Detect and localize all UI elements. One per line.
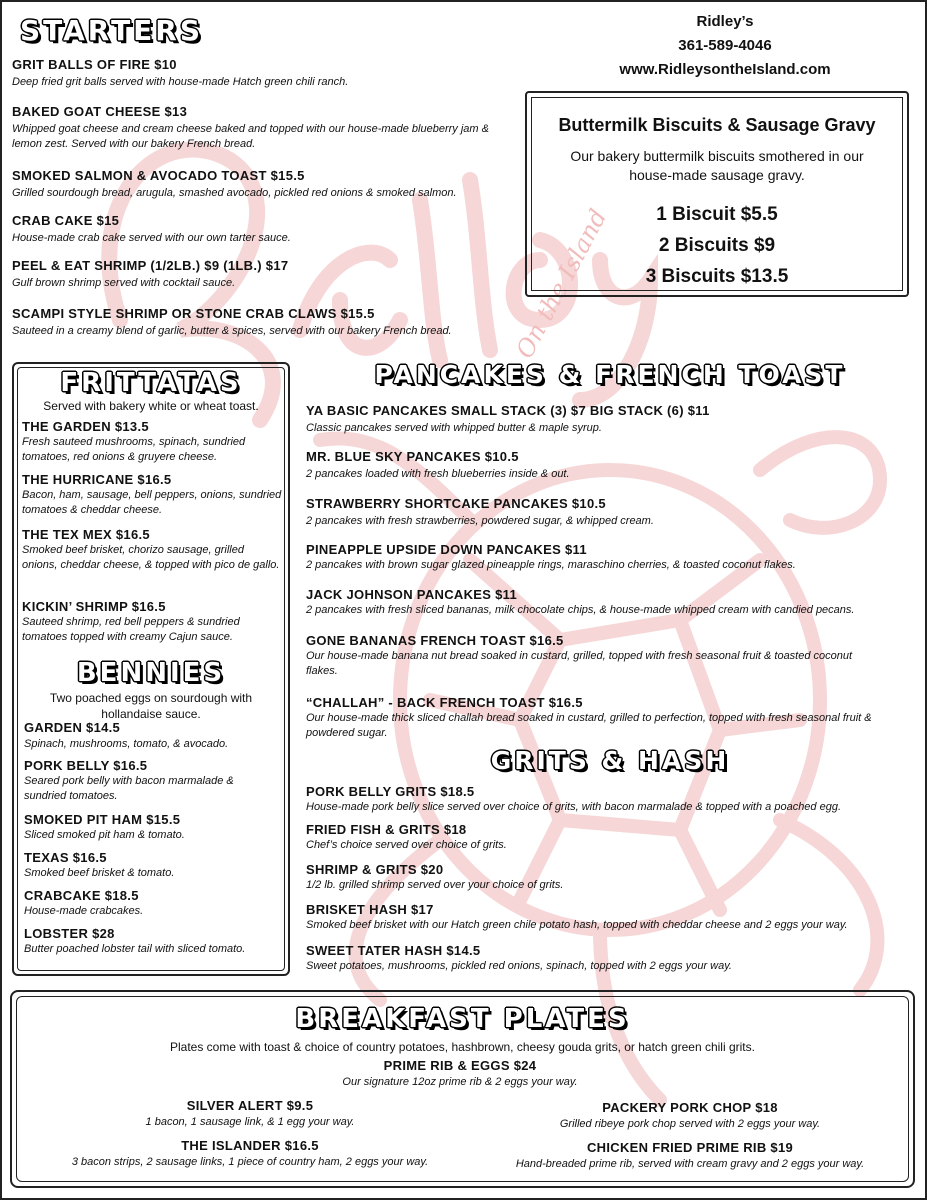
item-description: Grilled ribeye pork chop served with 2 eggs your way. [559,1118,821,1130]
item-name: PRIME RIB & EGGS $24 [383,1058,537,1073]
item-name: “CHALLAH” - BACK FRENCH TOAST $16.5 [306,695,583,710]
list-item [22,527,280,573]
list-item [306,784,918,815]
list-item [24,926,286,957]
item-description: House-made pork belly slice served over choice of grits, with bacon marmalade & topped with a poached egg. [306,801,842,813]
item-name: YA BASIC PANCAKES SMALL STACK (3) $7 BIG STACK (6) $11 [306,403,710,418]
item-description: Sauteed in a creamy blend of garlic, butter & spices, served with our bakery French bread. [12,325,452,337]
item-name: LOBSTER $28 [24,926,115,941]
list-item [12,213,512,246]
item-name: GRIT BALLS OF FIRE $10 [12,57,177,72]
item-description: 2 pancakes with fresh strawberries, powdered sugar, & whipped cream. [306,515,654,527]
list-item [22,472,282,518]
list-item [306,902,918,933]
item-name: CHICKEN FRIED PRIME RIB $19 [586,1140,794,1155]
plates-subtitle: Plates come with toast & choice of country potatoes, hashbrown, cheesy gouda grits, or hatch green chili grits. [170,1040,755,1054]
item-name: JACK JOHNSON PANCAKES $11 [306,587,517,602]
list-item [306,633,886,679]
item-description: House-made crabcakes. [24,905,144,917]
list-item [306,449,916,482]
item-name: THE TEX MEX $16.5 [22,527,150,542]
contact-block [560,10,890,82]
item-description: Smoked beef brisket with our Hatch green chile potato hash, topped with cheddar cheese and 2 eggs your way. [306,919,848,931]
list-item [22,599,282,645]
item-description: Hand-breaded prime rib, served with cream gravy and 2 eggs your way. [515,1158,865,1170]
list-item [40,1138,460,1170]
item-description: Whipped goat cheese and cream cheese baked and topped with our house-made blueberry jam & lemon zest. Served with our bakery French bread. [12,123,489,150]
bennies-subtitle: Two poached eggs on sourdough with hollandaise sauce. [49,691,253,721]
item-description: Sliced smoked pit ham & tomato. [24,829,185,841]
frittatas-subtitle: Served with bakery white or wheat toast. [43,399,259,413]
item-description: 2 pancakes with brown sugar glazed pineapple rings, maraschino cherries, & toasted coconut flakes. [306,559,796,571]
bennies-title: BENNIES [76,658,226,688]
list-item [12,104,512,152]
list-item [12,258,512,291]
item-name: SHRIMP & GRITS $20 [306,862,444,877]
list-item [24,888,282,919]
item-description: 1/2 lb. grilled shrimp served over your choice of grits. [306,879,564,891]
item-description: 2 pancakes with fresh sliced bananas, milk chocolate chips, & house-made whipped cream with candied pecans. [306,604,855,616]
item-name: FRIED FISH & GRITS $18 [306,822,467,837]
item-description: Sauteed shrimp, red bell peppers & sundried tomatoes topped with creamy Cajun sauce. [22,616,240,643]
item-description: 1 bacon, 1 sausage link, & 1 egg your way. [145,1116,355,1128]
watermark-tagline: On the Island [510,204,613,363]
item-description: Classic pancakes served with whipped butter & maple syrup. [306,422,602,434]
item-description: Butter poached lobster tail with sliced tomato. [24,943,246,955]
list-item [306,542,918,573]
list-item [24,758,254,804]
list-item [306,587,918,618]
item-name: PACKERY PORK CHOP $18 [602,1100,778,1115]
item-description: House-made crab cake served with our own tarter sauce. [12,232,291,244]
item-name: PORK BELLY $16.5 [24,758,148,773]
biscuits-price: 1 Biscuit $5.5 [656,204,778,225]
plates-title: BREAKFAST PLATES [295,1004,630,1034]
list-item [24,720,282,752]
starters-title: STARTERS [20,14,204,47]
item-description: Our signature 12oz prime rib & 2 eggs your way. [342,1076,578,1088]
item-description: Deep fried grit balls served with house-made Hatch green chili ranch. [12,76,349,88]
item-name: CRABCAKE $18.5 [24,888,139,903]
biscuits-price: 2 Biscuits $9 [658,235,776,256]
item-description: Bacon, ham, sausage, bell peppers, onions, sundried tomatoes & cheddar cheese. [22,489,282,516]
biscuits-description: Our bakery buttermilk biscuits smothered in our house-made sausage gravy. [570,148,864,183]
item-description: Seared pork belly with bacon marmalade & sundried tomatoes. [24,775,234,802]
list-item [22,419,282,465]
item-name: PINEAPPLE UPSIDE DOWN PANCAKES $11 [306,542,587,557]
item-name: BRISKET HASH $17 [306,902,434,917]
item-name: THE GARDEN $13.5 [22,419,149,434]
item-description: Chef’s choice served over choice of grits. [306,839,507,851]
item-name: SWEET TATER HASH $14.5 [306,943,481,958]
list-item [24,850,282,881]
item-name: SILVER ALERT $9.5 [186,1098,314,1113]
list-item [306,822,918,853]
biscuits-box [525,91,909,297]
biscuits-price: 3 Biscuits $13.5 [645,266,789,287]
biscuits-price-list [527,199,907,292]
list-item [12,57,512,90]
list-item [480,1140,900,1172]
item-description: Smoked beef brisket, chorizo sausage, grilled onions, cheddar cheese, & topped with pico de gallo. [22,544,280,571]
item-name: TEXAS $16.5 [24,850,107,865]
item-description: Our house-made thick sliced challah bread soaked in custard, grilled to perfection, topped with fresh seasonal fruit & powdered sugar. [306,712,872,739]
item-description: Sweet potatoes, mushrooms, pickled red onions, spinach, topped with 2 eggs your way. [306,960,732,972]
item-name: PEEL & EAT SHRIMP (1/2LB.) $9 (1LB.) $17 [12,258,289,273]
list-item [306,496,916,529]
list-item [306,862,918,893]
list-item [12,168,512,201]
item-description: 3 bacon strips, 2 sausage links, 1 piece of country ham, 2 eggs your way. [71,1156,429,1168]
list-item [24,812,282,843]
list-item [306,403,916,436]
item-name: SMOKED SALMON & AVOCADO TOAST $15.5 [12,168,305,183]
item-description: Gulf brown shrimp served with cocktail sauce. [12,277,236,289]
list-item [480,1100,900,1132]
item-description: Our house-made banana nut bread soaked in custard, grilled, topped with fresh seasonal fruit & toasted coconut flakes. [306,650,853,677]
item-name: THE HURRICANE $16.5 [22,472,172,487]
biscuits-title: Buttermilk Biscuits & Sausage Gravy [558,115,876,135]
item-description: 2 pancakes loaded with fresh blueberries inside & out. [306,468,570,480]
restaurant-name: Ridley’s [696,13,754,30]
pancakes-title: PANCAKES & FRENCH TOAST [374,360,846,389]
website-link: www.RidleysontheIsland.com [619,61,831,78]
list-item [40,1098,460,1130]
list-item [306,943,918,974]
item-name: CRAB CAKE $15 [12,213,120,228]
item-name: GARDEN $14.5 [24,720,121,735]
item-name: SCAMPI STYLE SHRIMP OR STONE CRAB CLAWS $15.5 [12,306,375,321]
item-name: BAKED GOAT CHEESE $13 [12,104,188,119]
item-description: Spinach, mushrooms, tomato, & avocado. [24,738,229,750]
list-item [306,695,906,741]
frittatas-title: FRITTATAS [60,368,242,398]
grits-title: GRITS & HASH [490,746,730,775]
item-description: Grilled sourdough bread, arugula, smashed avocado, pickled red onions & smoked salmon. [12,187,457,199]
item-name: THE ISLANDER $16.5 [181,1138,319,1153]
item-name: PORK BELLY GRITS $18.5 [306,784,475,799]
item-name: MR. BLUE SKY PANCAKES $10.5 [306,449,519,464]
item-name: STRAWBERRY SHORTCAKE PANCAKES $10.5 [306,496,606,511]
phone-number: 361-589-4046 [678,37,772,54]
item-name: GONE BANANAS FRENCH TOAST $16.5 [306,633,564,648]
item-name: KICKIN’ SHRIMP $16.5 [22,599,166,614]
item-name: SMOKED PIT HAM $15.5 [24,812,181,827]
item-description: Fresh sauteed mushrooms, spinach, sundried tomatoes, red onions & gruyere cheese. [22,436,246,463]
list-item [12,306,522,339]
list-item [260,1058,660,1090]
item-description: Smoked beef brisket & tomato. [24,867,175,879]
